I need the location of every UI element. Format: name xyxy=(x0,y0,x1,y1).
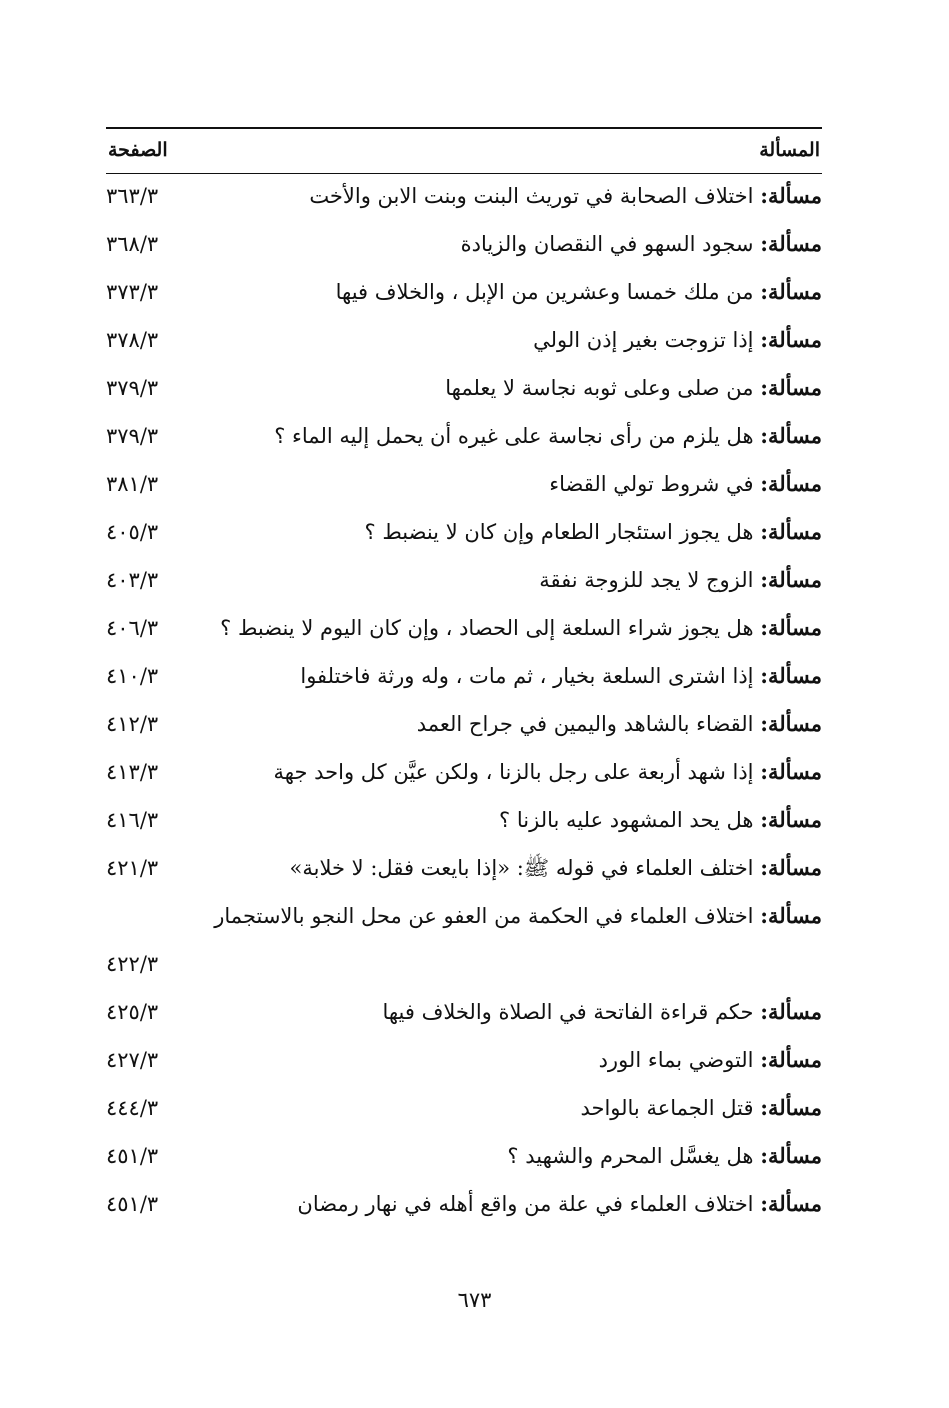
entry-title xyxy=(202,658,822,694)
entry-text: التوضي بماء الورد xyxy=(598,1048,754,1072)
entry-text: إذا اشترى السلعة بخيار ، ثم مات ، وله ورثة فاختلفوا xyxy=(300,664,754,688)
index-entry xyxy=(106,988,822,1036)
entry-page-ref: ٣٧٩/٣ xyxy=(106,376,159,400)
index-entry xyxy=(106,748,822,796)
entry-text: الزوج لا يجد للزوجة نفقة xyxy=(539,568,754,592)
entry-page-ref: ٣٦٣/٣ xyxy=(106,184,159,208)
entry-lead: مسألة: xyxy=(760,711,822,736)
entry-text: حكم قراءة الفاتحة في الصلاة والخلاف فيها xyxy=(382,1000,754,1024)
entry-title xyxy=(202,562,822,598)
entry-title xyxy=(202,994,822,1030)
index-entry xyxy=(106,796,822,844)
entry-title xyxy=(202,514,822,550)
index-entry xyxy=(106,1084,822,1132)
entry-text: من صلى وعلى ثوبه نجاسة لا يعلمها xyxy=(445,376,754,400)
entry-title xyxy=(202,178,822,214)
entry-page-ref: ٤١٠/٣ xyxy=(106,664,159,688)
entry-text: إذا تزوجت بغير إذن الولي xyxy=(533,328,754,352)
entry-lead: مسألة: xyxy=(760,471,822,496)
entry-lead: مسألة: xyxy=(760,423,822,448)
entry-lead: مسألة: xyxy=(760,1143,822,1168)
entry-title xyxy=(202,226,822,262)
entry-lead: مسألة: xyxy=(760,327,822,352)
index-entry xyxy=(106,364,822,412)
entry-page-ref: ٣٧٨/٣ xyxy=(106,328,159,352)
entry-lead: مسألة: xyxy=(760,999,822,1024)
entry-lead: مسألة: xyxy=(760,375,822,400)
index-entry xyxy=(106,604,822,652)
entry-page-ref: ٤٢٢/٣ xyxy=(106,952,159,976)
entry-text: في شروط تولي القضاء xyxy=(549,472,754,496)
index-entry xyxy=(106,700,822,748)
index-entry xyxy=(106,556,822,604)
entry-lead: مسألة: xyxy=(760,663,822,688)
entry-lead: مسألة: xyxy=(760,1191,822,1216)
index-entry xyxy=(106,172,822,220)
index-entry xyxy=(106,1036,822,1084)
entry-page-ref: ٤٠٣/٣ xyxy=(106,568,159,592)
entry-title xyxy=(202,1186,822,1222)
entry-title xyxy=(202,610,822,646)
entry-page-ref: ٤٥١/٣ xyxy=(106,1144,159,1168)
entry-page-ref: ٤٤٤/٣ xyxy=(106,1096,159,1120)
entry-lead: مسألة: xyxy=(760,855,822,880)
entry-text: القضاء بالشاهد واليمين في جراح العمد xyxy=(416,712,754,736)
entry-lead: مسألة: xyxy=(760,519,822,544)
entry-text: اختلاف العلماء في علة من واقع أهله في نهار رمضان xyxy=(297,1192,754,1216)
index-entry xyxy=(106,652,822,700)
index-entry xyxy=(106,316,822,364)
index-entry xyxy=(106,892,822,988)
entry-text: هل يجوز استئجار الطعام وإن كان لا ينضبط ؟ xyxy=(364,520,754,544)
entry-title xyxy=(202,892,822,940)
index-entry xyxy=(106,1180,822,1228)
entry-title xyxy=(202,370,822,406)
entry-title xyxy=(202,1138,822,1174)
entry-page-ref: ٤١٦/٣ xyxy=(106,808,159,832)
index-entry xyxy=(106,508,822,556)
entry-text: اختلاف الصحابة في توريث البنت وبنت الابن والأخت xyxy=(309,184,754,208)
entry-lead: مسألة: xyxy=(760,1047,822,1072)
entry-title xyxy=(202,274,822,310)
entry-lead: مسألة: xyxy=(760,231,822,256)
entry-text: من ملك خمسا وعشرين من الإبل ، والخلاف فيها xyxy=(335,280,754,304)
entry-text: هل يجوز شراء السلعة إلى الحصاد ، وإن كان اليوم لا ينضبط ؟ xyxy=(220,616,754,640)
entry-page-ref: ٤٠٦/٣ xyxy=(106,616,159,640)
entry-page-ref: ٣٨١/٣ xyxy=(106,472,159,496)
entry-lead: مسألة: xyxy=(760,759,822,784)
entry-text: قتل الجماعة بالواحد xyxy=(580,1096,754,1120)
entry-page-ref: ٤٢٧/٣ xyxy=(106,1048,159,1072)
entry-page-ref: ٤١٢/٣ xyxy=(106,712,159,736)
entry-page-ref: ٣٧٣/٣ xyxy=(106,280,159,304)
index-entry xyxy=(106,460,822,508)
entry-page-ref: ٣٧٩/٣ xyxy=(106,424,159,448)
table-header xyxy=(106,127,822,174)
page-number: ٦٧٣ xyxy=(457,1288,492,1312)
entry-lead: مسألة: xyxy=(760,279,822,304)
entry-title xyxy=(202,466,822,502)
entry-text: اختلف العلماء في قوله ﷺ: «إذا بايعت فقل: لا خلابة» xyxy=(289,856,754,880)
entry-text: سجود السهو في النقصان والزيادة xyxy=(460,232,754,256)
entry-page-ref: ٤٢١/٣ xyxy=(106,856,159,880)
index-list xyxy=(106,172,822,1228)
entry-text: هل يغسَّل المحرم والشهيد ؟ xyxy=(507,1144,754,1168)
entry-title xyxy=(202,418,822,454)
index-entry xyxy=(106,1132,822,1180)
entry-text: هل يحد المشهود عليه بالزنا ؟ xyxy=(499,808,754,832)
entry-title xyxy=(202,850,822,886)
issue-column-heading: المسألة xyxy=(759,139,820,161)
entry-text: هل يلزم من رأى نجاسة على غيره أن يحمل إليه الماء ؟ xyxy=(274,424,754,448)
entry-title xyxy=(202,802,822,838)
index-entry xyxy=(106,844,822,892)
entry-page-ref: ٤٠٥/٣ xyxy=(106,520,159,544)
entry-title xyxy=(202,1090,822,1126)
entry-title xyxy=(202,322,822,358)
entry-lead: مسألة: xyxy=(760,1095,822,1120)
index-entry xyxy=(106,268,822,316)
entry-page-ref: ٣٦٨/٣ xyxy=(106,232,159,256)
entry-page-ref: ٤١٣/٣ xyxy=(106,760,159,784)
index-entry xyxy=(106,220,822,268)
page-column-heading: الصفحة xyxy=(108,139,168,161)
entry-title xyxy=(202,706,822,742)
entry-title xyxy=(202,1042,822,1078)
index-entry xyxy=(106,412,822,460)
entry-page-ref: ٤٥١/٣ xyxy=(106,1192,159,1216)
entry-lead: مسألة: xyxy=(760,567,822,592)
entry-lead: مسألة: xyxy=(760,615,822,640)
entry-lead: مسألة: xyxy=(760,183,822,208)
entry-title xyxy=(202,754,822,790)
entry-lead: مسألة: xyxy=(760,903,822,928)
entry-text: إذا شهد أربعة على رجل بالزنا ، ولكن عيَّن كل واحد جهة xyxy=(273,760,754,784)
entry-text: اختلاف العلماء في الحكمة من العفو عن محل النجو بالاستجمار xyxy=(214,904,754,928)
entry-lead: مسألة: xyxy=(760,807,822,832)
entry-page-ref: ٤٢٥/٣ xyxy=(106,1000,159,1024)
